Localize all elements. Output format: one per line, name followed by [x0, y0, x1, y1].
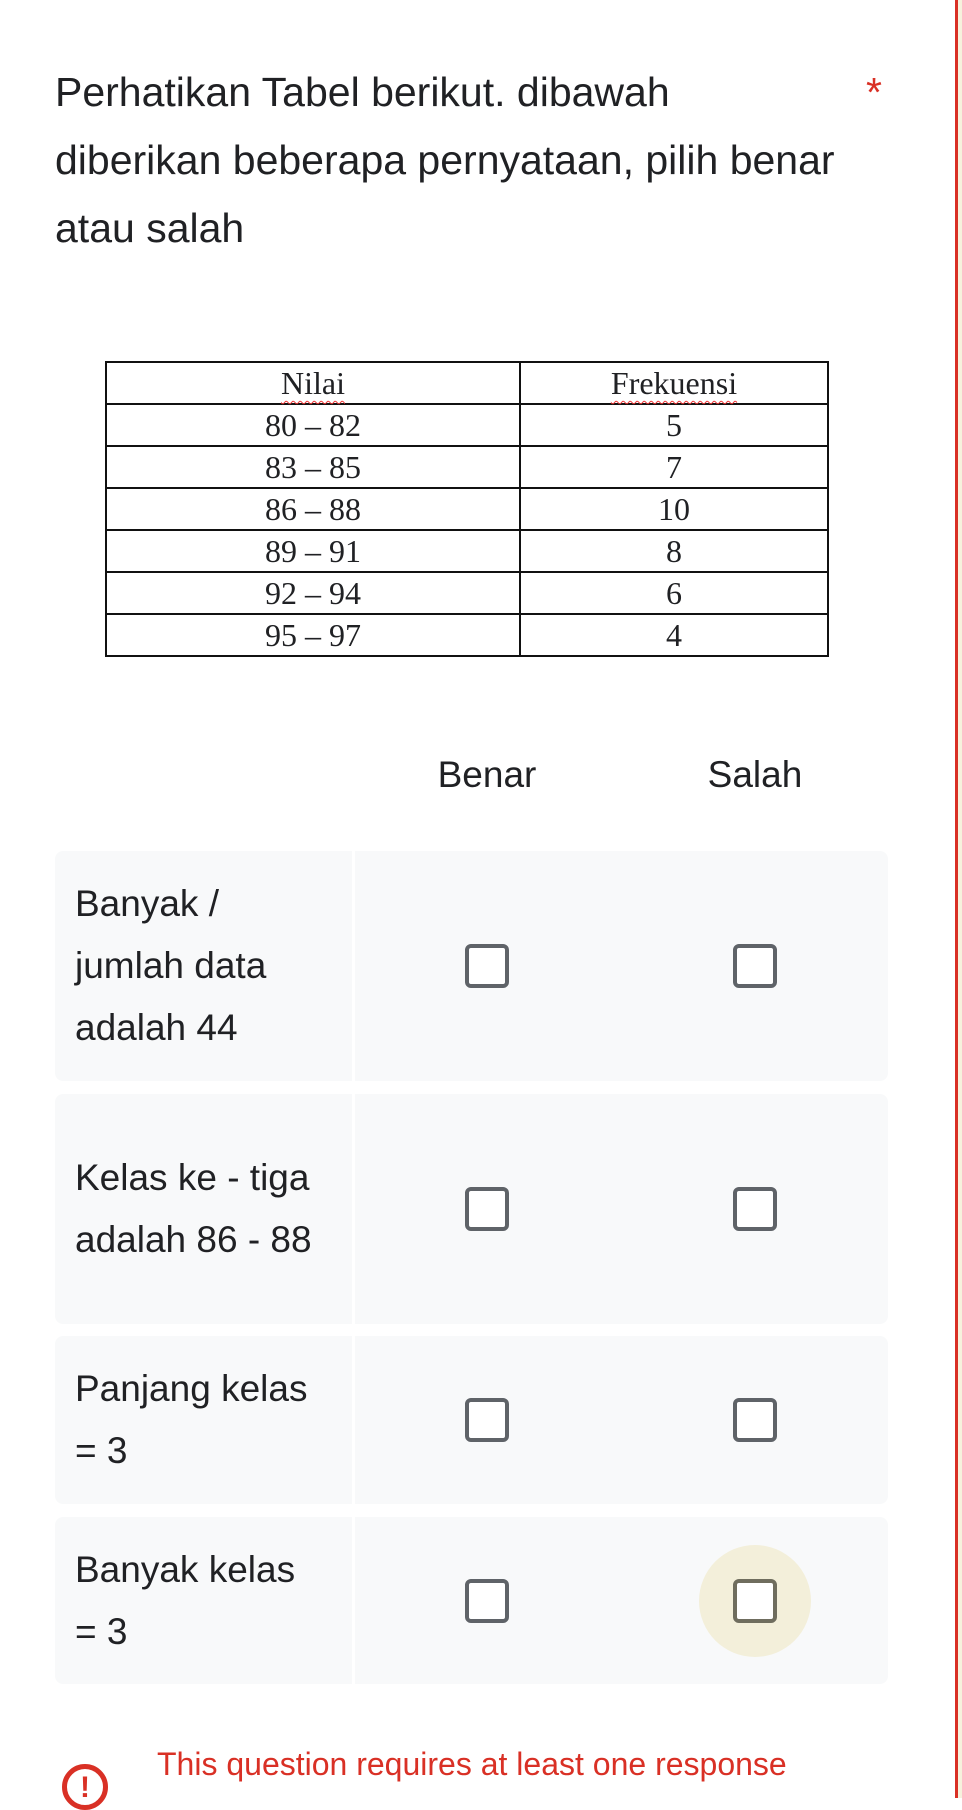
checkbox-salah[interactable] — [733, 1579, 777, 1623]
table-row — [106, 530, 828, 572]
grid-row — [55, 1517, 888, 1684]
row-label: Banyak kelas = 3 — [75, 1548, 296, 1652]
error-icon: ! — [62, 1764, 108, 1810]
cell-frekuensi: 7 — [520, 446, 828, 488]
table-row — [106, 404, 828, 446]
cell-frekuensi: 6 — [520, 572, 828, 614]
grid-row — [55, 1336, 888, 1504]
checkbox-benar[interactable] — [465, 1398, 509, 1442]
row-divider — [352, 1094, 355, 1324]
table-row — [106, 488, 828, 530]
grid-row — [55, 1094, 888, 1324]
cell-frekuensi: 8 — [520, 530, 828, 572]
cell-frekuensi: 10 — [520, 488, 828, 530]
checkbox-salah[interactable] — [733, 1398, 777, 1442]
row-label: Banyak / jumlah data adalah 44 — [75, 883, 267, 1048]
cell-frekuensi: 5 — [520, 404, 828, 446]
question-title: Perhatikan Tabel berikut. dibawah diberikan beberapa pernyataan, pilih benar atau salah — [55, 69, 835, 251]
table-row — [106, 614, 828, 656]
cell-frekuensi: 4 — [520, 614, 828, 656]
checkbox-benar[interactable] — [465, 944, 509, 988]
cell-nilai: 83 – 85 — [106, 446, 520, 488]
checkbox-benar[interactable] — [465, 1579, 509, 1623]
page-edge — [958, 0, 962, 1798]
column-header-salah: Salah — [707, 754, 803, 795]
checkbox-salah[interactable] — [733, 1187, 777, 1231]
error-border — [955, 0, 958, 1798]
required-asterisk: * — [866, 69, 882, 115]
row-divider — [352, 1336, 355, 1504]
table-header-row — [106, 362, 828, 404]
cell-nilai: 89 – 91 — [106, 530, 520, 572]
row-divider — [352, 851, 355, 1081]
checkbox-salah[interactable] — [733, 944, 777, 988]
table-row — [106, 446, 828, 488]
cell-nilai: 92 – 94 — [106, 572, 520, 614]
row-label: Panjang kelas = 3 — [75, 1368, 308, 1471]
cell-nilai: 80 – 82 — [106, 404, 520, 446]
row-label: Kelas ke - tiga adalah 86 - 88 — [75, 1157, 312, 1260]
frequency-table — [105, 361, 829, 657]
table-row — [106, 572, 828, 614]
error-message: This question requires at least one response — [157, 1746, 787, 1782]
cell-nilai: 95 – 97 — [106, 614, 520, 656]
column-header-benar: Benar — [437, 754, 537, 795]
header-nilai: Nilai — [106, 362, 520, 404]
grid-row — [55, 851, 888, 1081]
header-frekuensi: Frekuensi — [520, 362, 828, 404]
row-divider — [352, 1517, 355, 1684]
cell-nilai: 86 – 88 — [106, 488, 520, 530]
checkbox-benar[interactable] — [465, 1187, 509, 1231]
